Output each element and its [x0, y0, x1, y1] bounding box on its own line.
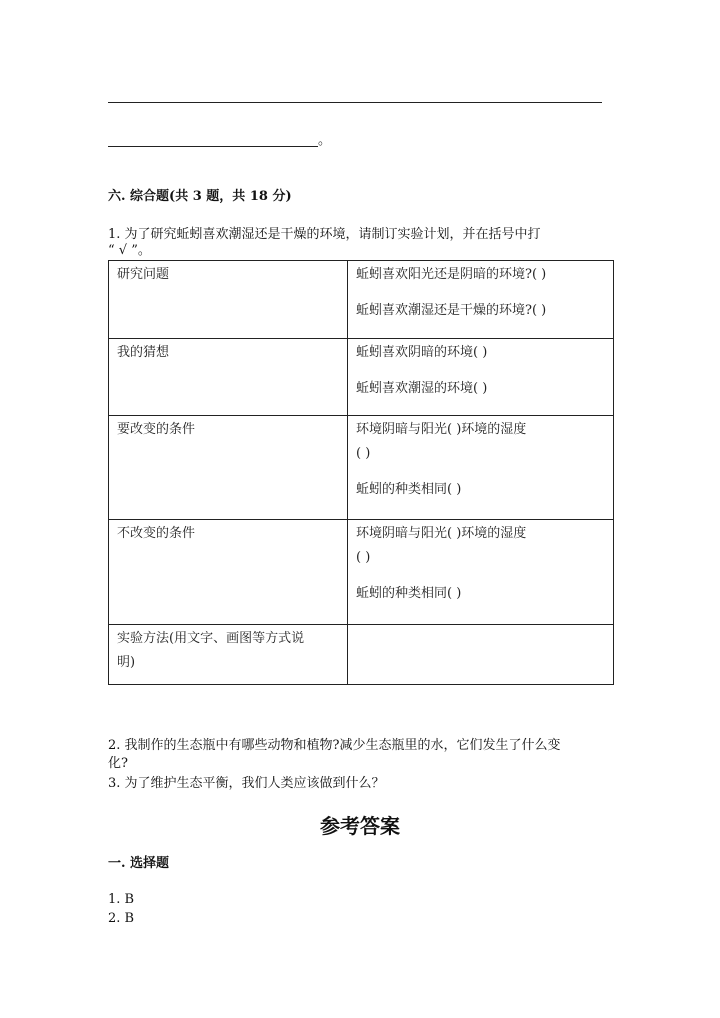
- row-label: 我的猜想: [109, 339, 348, 416]
- question-1-line-2: “ √ ”。: [108, 243, 151, 258]
- row-label: 不改变的条件: [109, 520, 348, 625]
- section-heading: 六. 综合题(共 3 题，共 18 分): [108, 189, 292, 204]
- row-content: 蚯蚓喜欢阳光还是阴暗的环境?( ) 蚯蚓喜欢潮湿还是干燥的环境?( ): [348, 261, 614, 339]
- table-row: [109, 416, 614, 520]
- row-label: 研究问题: [109, 261, 348, 339]
- table-row: [109, 339, 614, 416]
- question-2-line-2: 化?: [108, 756, 128, 771]
- row-content: 环境阴暗与阳光( )环境的湿度 ( ) 蚯蚓的种类相同( ): [348, 520, 614, 625]
- experiment-plan-table: [108, 260, 614, 685]
- row-content: 蚯蚓喜欢阴暗的环境( ) 蚯蚓喜欢潮湿的环境( ): [348, 339, 614, 416]
- row-label: 实验方法(用文字、画图等方式说 明): [109, 625, 348, 685]
- row-label: 要改变的条件: [109, 416, 348, 520]
- answer-line-short: [108, 146, 318, 147]
- answer-line-end-mark: 。: [318, 133, 332, 148]
- row-content-empty: [348, 625, 614, 685]
- answer-item: 1. B: [108, 892, 135, 907]
- table-row: [109, 520, 614, 625]
- answer-section-heading: 一. 选择题: [108, 856, 170, 871]
- question-1-line-1: 1. 为了研究蚯蚓喜欢潮湿还是干燥的环境，请制订实验计划，并在括号中打: [108, 227, 541, 242]
- row-content: 环境阴暗与阳光( )环境的湿度 ( ) 蚯蚓的种类相同( ): [348, 416, 614, 520]
- question-2-line-1: 2. 我制作的生态瓶中有哪些动物和植物?减少生态瓶里的水，它们发生了什么变: [108, 738, 561, 753]
- question-3: 3. 为了维护生态平衡，我们人类应该做到什么？: [108, 776, 385, 791]
- answer-line: [108, 102, 602, 103]
- answer-title: 参考答案: [320, 814, 400, 838]
- table-row: [109, 625, 614, 685]
- answer-item: 2. B: [108, 911, 135, 926]
- table-row: [109, 261, 614, 339]
